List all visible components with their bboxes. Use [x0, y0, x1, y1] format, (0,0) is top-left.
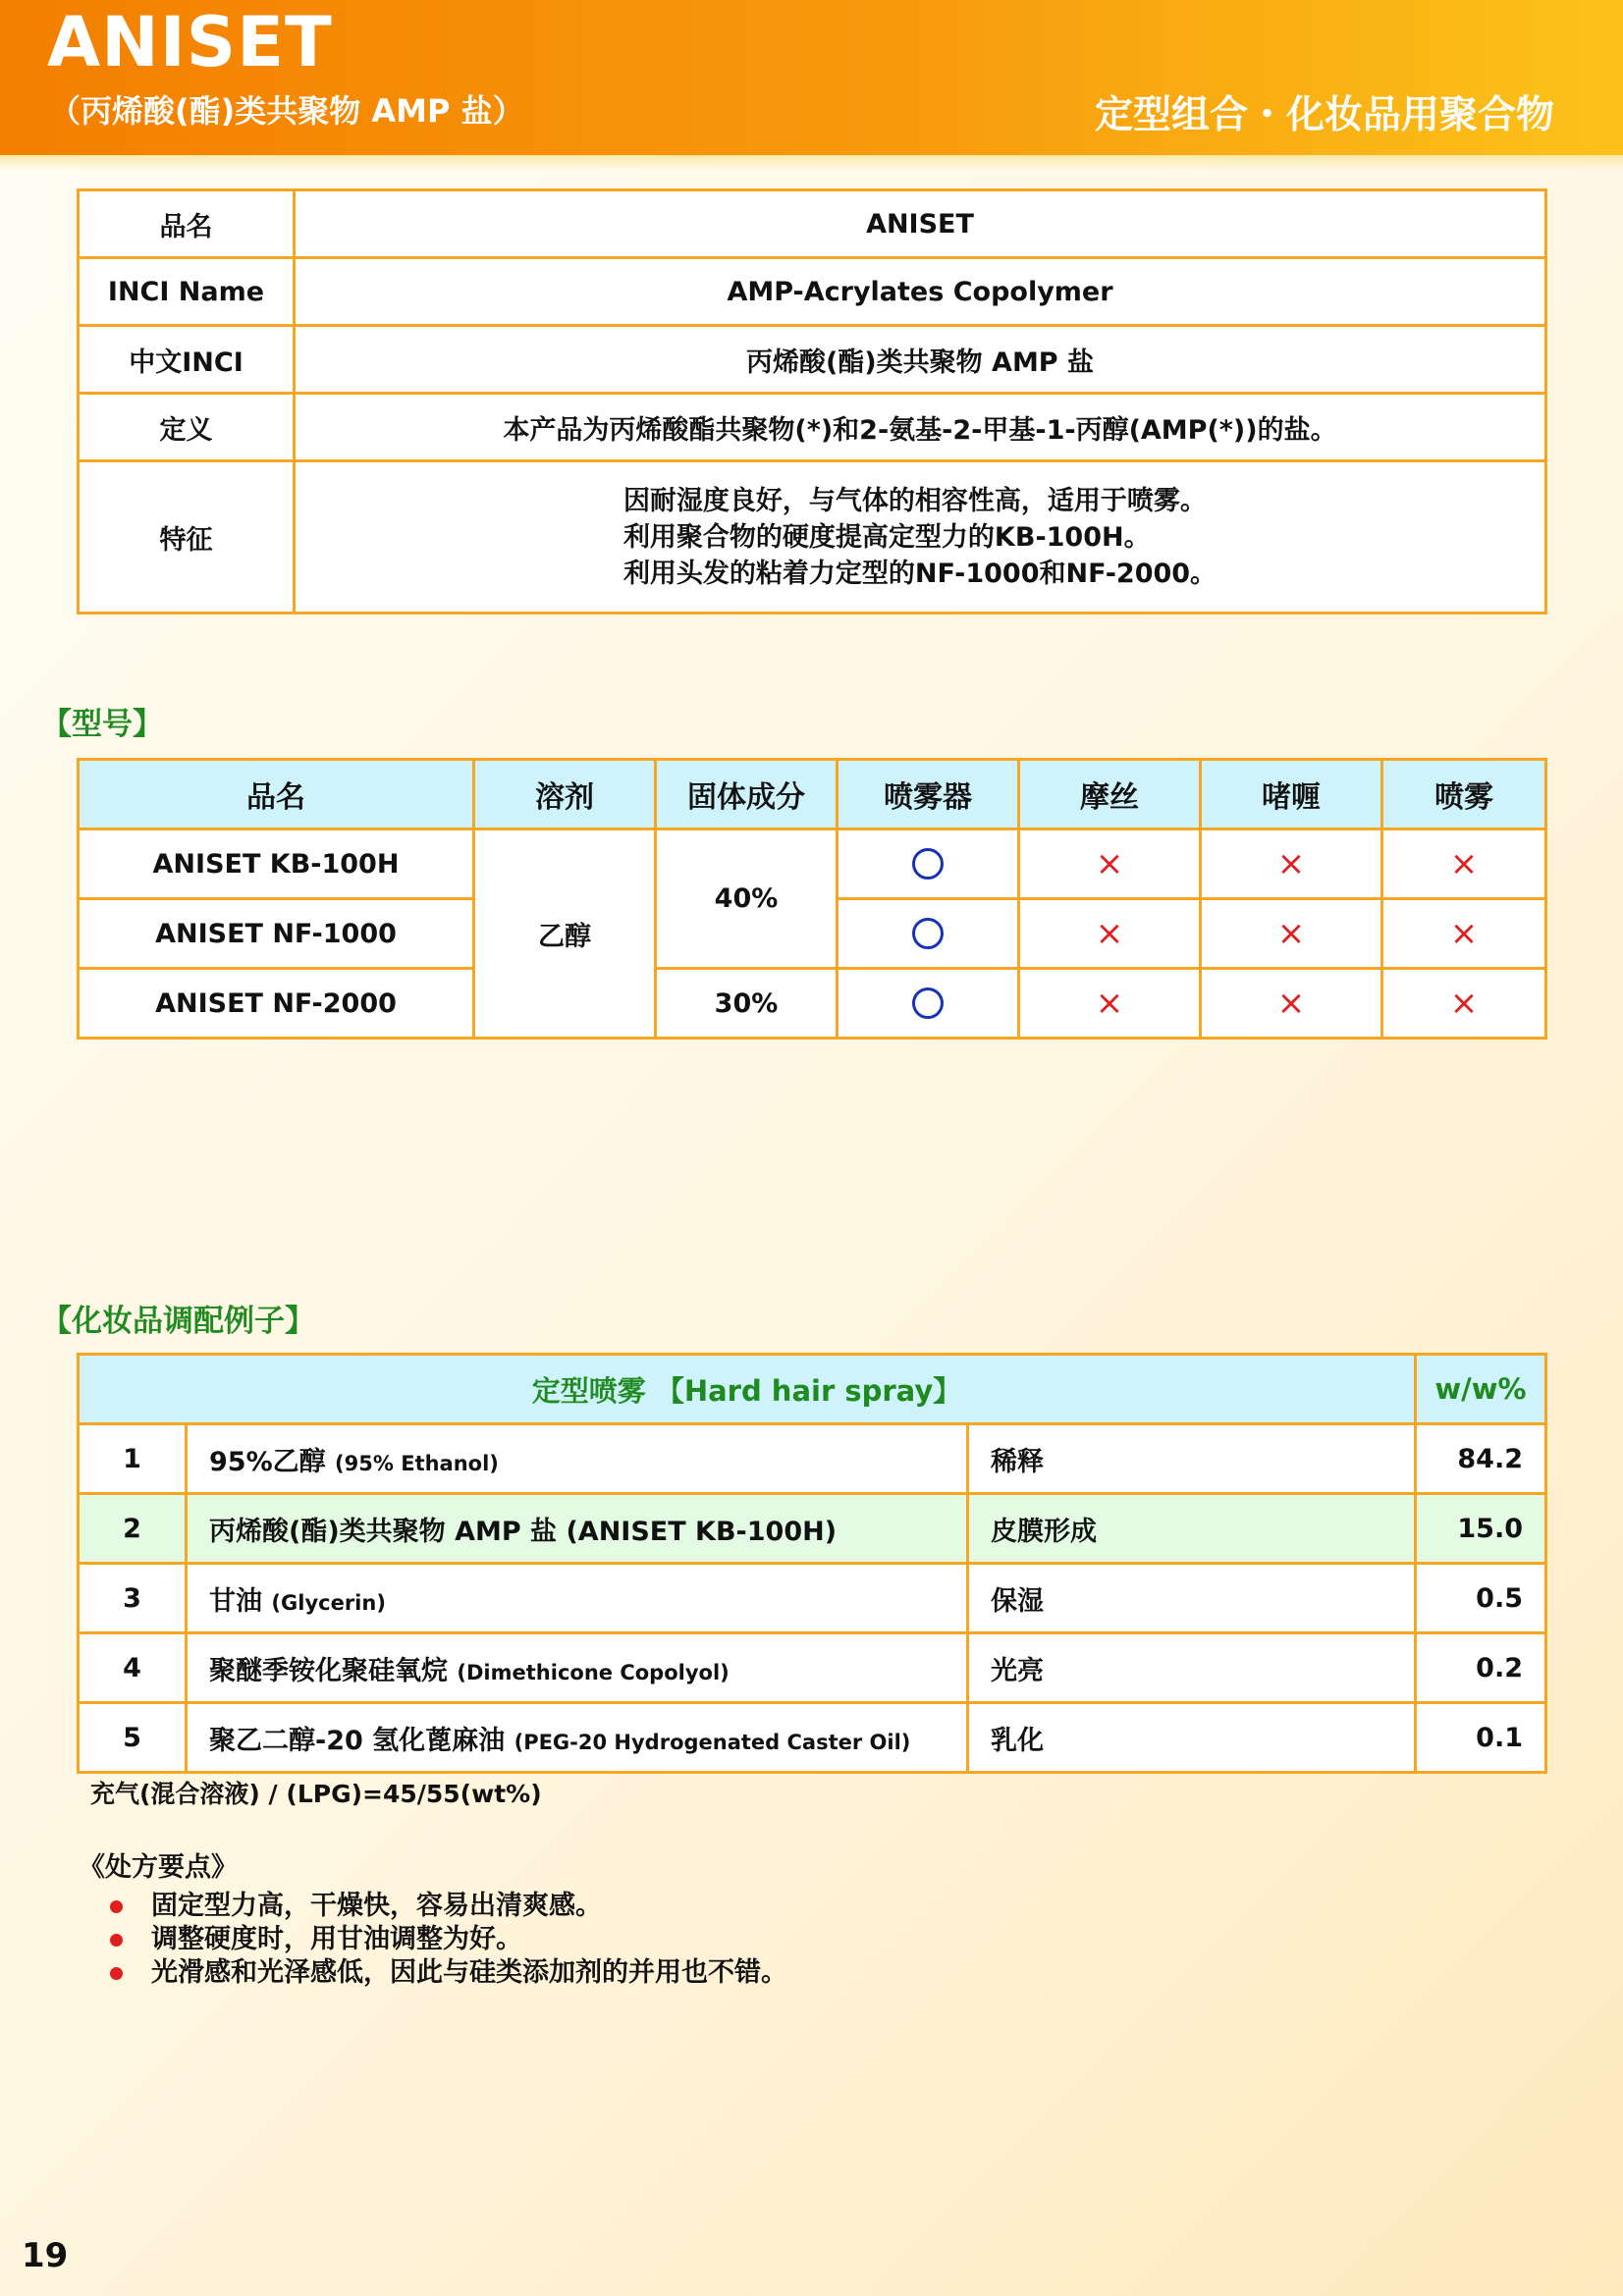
cross-icon: × — [1276, 914, 1306, 953]
ingredient-function: 稀释 — [968, 1424, 1416, 1494]
gel-cell — [1201, 969, 1382, 1039]
ingredient-english: (ANISET KB-100H) — [566, 1516, 838, 1547]
solids-cell: 40% — [656, 829, 838, 969]
mousse-cell — [1019, 969, 1201, 1039]
mousse-cell — [1019, 899, 1201, 969]
cross-icon: × — [1095, 914, 1124, 953]
ingredient-name-cell — [187, 1424, 968, 1494]
models-heading: 【型号】 — [41, 707, 163, 742]
feature-line: 利用头发的粘着力定型的NF-1000和NF-2000。 — [622, 558, 1217, 589]
features-list — [623, 483, 1217, 592]
ingredient-no: 4 — [79, 1633, 187, 1703]
info-row — [79, 190, 1546, 258]
ingredient-function: 皮膜形成 — [968, 1494, 1416, 1564]
info-value: 本产品为丙烯酸酯共聚物(*)和2-氨基-2-甲基-1-丙醇(AMP(*))的盐。 — [295, 394, 1546, 461]
solvent-cell: 乙醇 — [474, 829, 656, 1039]
cross-icon: × — [1276, 844, 1306, 883]
info-value: AMP-Acrylates Copolymer — [295, 258, 1546, 326]
ingredient-no: 1 — [79, 1424, 187, 1494]
list-item — [110, 1890, 787, 1923]
ingredient-english: (PEG-20 Hydrogenated Caster Oil) — [514, 1730, 911, 1754]
ingredient-name-cell — [187, 1494, 968, 1564]
spray-cell — [1382, 969, 1546, 1039]
spray-cell — [1382, 829, 1546, 899]
col-header: 摩丝 — [1019, 760, 1201, 829]
ingredient-name: 聚醚季铵化聚硅氧烷 — [209, 1655, 448, 1686]
models-table — [77, 758, 1547, 1040]
ingredient-value: 15.0 — [1416, 1494, 1546, 1564]
category-label: 定型组合・化妆品用聚合物 — [1094, 93, 1554, 137]
ingredient-value: 84.2 — [1416, 1424, 1546, 1494]
ingredient-function: 乳化 — [968, 1703, 1416, 1773]
circle-icon — [912, 988, 944, 1019]
gel-cell — [1201, 899, 1382, 969]
info-key: 中文INCI — [79, 326, 295, 394]
sprayer-cell — [838, 829, 1019, 899]
info-row-features — [79, 461, 1546, 614]
col-header: 固体成分 — [656, 760, 838, 829]
info-key: 品名 — [79, 190, 295, 258]
info-key: 特征 — [79, 461, 295, 614]
formula-title: 定型喷雾 【Hard hair spray】 — [79, 1355, 1416, 1424]
cross-icon: × — [1276, 984, 1306, 1023]
circle-icon — [912, 918, 944, 949]
bullet-icon — [110, 1934, 123, 1947]
info-key: INCI Name — [79, 258, 295, 326]
page-number: 19 — [22, 2236, 69, 2275]
ingredient-value: 0.2 — [1416, 1633, 1546, 1703]
info-value: 丙烯酸(酯)类共聚物 AMP 盐 — [295, 326, 1546, 394]
formula-heading: 【化妆品调配例子】 — [41, 1304, 315, 1339]
formulation-points — [79, 1845, 787, 1990]
ingredient-value: 0.1 — [1416, 1703, 1546, 1773]
formula-unit: w/w% — [1416, 1355, 1546, 1424]
table-row — [79, 1564, 1546, 1633]
point-text: 光滑感和光泽感低，因此与硅类添加剂的并用也不错。 — [151, 1957, 787, 1988]
col-header: 喷雾 — [1382, 760, 1546, 829]
ingredient-english: (Glycerin) — [271, 1590, 386, 1615]
model-name: ANISET NF-2000 — [79, 969, 474, 1039]
ingredient-english: (Dimethicone Copolyol) — [457, 1660, 730, 1684]
info-row — [79, 394, 1546, 461]
formula-note: 充气(混合溶液) / (LPG)=45/55(wt%) — [90, 1780, 542, 1808]
table-row — [79, 969, 1546, 1039]
col-header: 溶剂 — [474, 760, 656, 829]
point-text: 调整硬度时，用甘油调整为好。 — [151, 1924, 522, 1954]
cross-icon: × — [1449, 914, 1479, 953]
col-header: 啫喱 — [1201, 760, 1382, 829]
formula-header-row — [79, 1355, 1546, 1424]
col-header: 喷雾器 — [838, 760, 1019, 829]
ingredient-function: 保湿 — [968, 1564, 1416, 1633]
mousse-cell — [1019, 829, 1201, 899]
bullet-icon — [110, 1900, 123, 1913]
points-list — [79, 1890, 787, 1990]
feature-line: 利用聚合物的硬度提高定型力的KB-100H。 — [622, 521, 1151, 553]
info-row — [79, 258, 1546, 326]
gel-cell — [1201, 829, 1382, 899]
ingredient-no: 3 — [79, 1564, 187, 1633]
ingredient-no: 5 — [79, 1703, 187, 1773]
models-header-row — [79, 760, 1546, 829]
point-text: 固定型力高，干燥快，容易出清爽感。 — [151, 1891, 602, 1921]
sprayer-cell — [838, 899, 1019, 969]
ingredient-name: 甘油 — [209, 1585, 262, 1617]
ingredient-name: 95%乙醇 — [209, 1446, 326, 1477]
ingredient-name: 聚乙二醇-20 氢化蓖麻油 — [209, 1725, 506, 1756]
formula-table — [77, 1353, 1547, 1774]
features-cell — [295, 461, 1546, 614]
model-name: ANISET NF-1000 — [79, 899, 474, 969]
cross-icon: × — [1449, 844, 1479, 883]
ingredient-function: 光亮 — [968, 1633, 1416, 1703]
solids-cell: 30% — [656, 969, 838, 1039]
ingredient-name-cell — [187, 1564, 968, 1633]
table-row — [79, 1424, 1546, 1494]
table-row — [79, 1494, 1546, 1564]
ingredient-value: 0.5 — [1416, 1564, 1546, 1633]
spray-cell — [1382, 899, 1546, 969]
ingredient-english: (95% Ethanol) — [335, 1451, 499, 1475]
cross-icon: × — [1095, 984, 1124, 1023]
ingredient-name-cell — [187, 1703, 968, 1773]
circle-icon — [912, 848, 944, 880]
list-item — [110, 1956, 787, 1990]
points-title: 《处方要点》 — [79, 1852, 238, 1883]
ingredient-name: 丙烯酸(酯)类共聚物 AMP 盐 — [209, 1516, 558, 1547]
table-row — [79, 829, 1546, 899]
info-table — [77, 188, 1547, 614]
ingredient-no: 2 — [79, 1494, 187, 1564]
ingredient-name-cell — [187, 1633, 968, 1703]
feature-line: 因耐湿度良好，与气体的相容性高，适用于喷雾。 — [622, 485, 1207, 516]
product-title: ANISET — [47, 2, 333, 82]
table-row — [79, 1633, 1546, 1703]
product-subtitle: （丙烯酸(酯)类共聚物 AMP 盐） — [49, 92, 524, 130]
cross-icon: × — [1095, 844, 1124, 883]
info-key: 定义 — [79, 394, 295, 461]
list-item — [110, 1923, 787, 1956]
sprayer-cell — [838, 969, 1019, 1039]
bullet-icon — [110, 1967, 123, 1980]
header-fade — [0, 155, 1623, 171]
info-value: ANISET — [295, 190, 1546, 258]
cross-icon: × — [1449, 984, 1479, 1023]
model-name: ANISET KB-100H — [79, 829, 474, 899]
info-row — [79, 326, 1546, 394]
col-header: 品名 — [79, 760, 474, 829]
table-row — [79, 1703, 1546, 1773]
header-banner — [0, 0, 1623, 155]
